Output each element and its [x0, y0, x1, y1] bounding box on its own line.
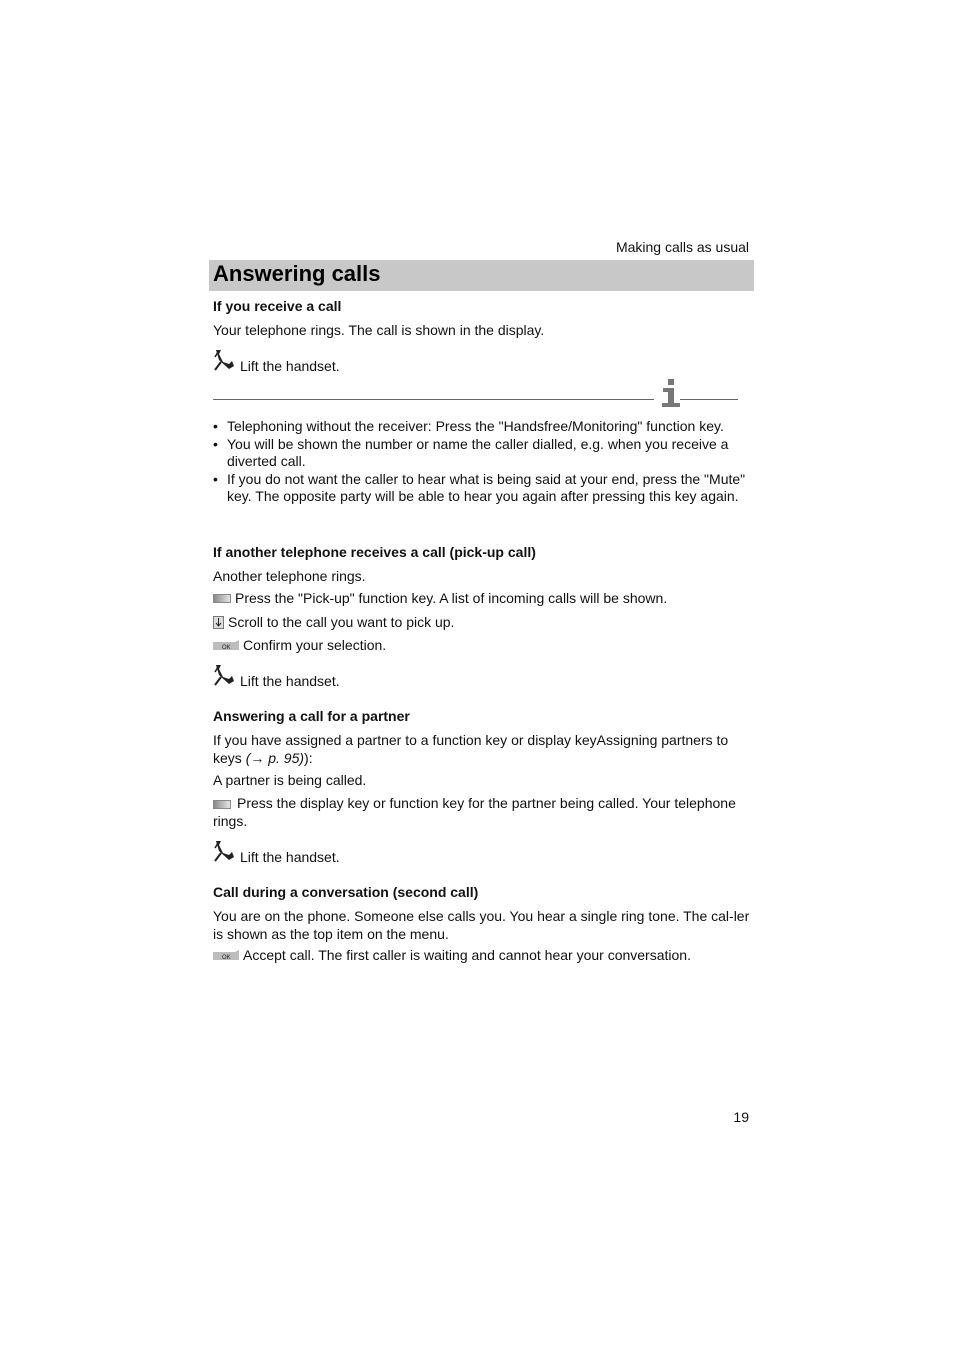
- step-text: Confirm your selection.: [243, 637, 387, 653]
- svg-text:OK: OK: [222, 955, 231, 960]
- intro-text: If you have assigned a partner to a function key or display keyAssigning partners to keys: [213, 732, 729, 766]
- step-text: Lift the handset.: [240, 358, 340, 374]
- list-item: • Telephoning without the receiver: Press the "Handsfree/Monitoring" function key.: [213, 418, 753, 436]
- function-key-icon: [213, 594, 231, 603]
- function-key-icon: [213, 800, 231, 809]
- step-press-partner-key: [213, 794, 753, 830]
- step-lift-handset: [213, 346, 340, 374]
- step-text: Lift the handset.: [240, 849, 340, 865]
- step-text: Press the "Pick-up" function key. A list of incoming calls will be shown.: [235, 590, 668, 606]
- step-accept-call: [213, 947, 691, 963]
- title-bar: [209, 260, 754, 291]
- info-icon: [660, 376, 682, 410]
- list-item: • If you do not want the caller to hear what is being said at your end, press the "Mute" key. The opposite party will be able to hear you again after pressing this key again.: [213, 471, 753, 506]
- handset-lift-icon: [213, 348, 235, 372]
- page-reference: (→ p. 95): [245, 750, 305, 766]
- intro-suffix: ):: [304, 750, 313, 766]
- info-list: [213, 418, 753, 506]
- ok-key-icon: [213, 950, 239, 960]
- step-scroll: [213, 614, 454, 630]
- step-text: Scroll to the call you want to pick up.: [228, 614, 455, 630]
- section-intro: Your telephone rings. The call is shown in the display.: [213, 322, 545, 338]
- step-text: Accept call. The first caller is waiting and cannot hear your conversation.: [243, 947, 691, 963]
- running-head: Making calls as usual: [615, 239, 749, 255]
- step-press-pickup: [213, 590, 667, 606]
- step-lift-handset: [213, 837, 340, 865]
- scroll-key-icon: [213, 616, 224, 629]
- handset-lift-icon: [213, 663, 235, 687]
- section-heading-second-call: Call during a conversation (second call): [213, 884, 479, 900]
- svg-text:OK: OK: [222, 645, 231, 650]
- divider: [680, 399, 738, 400]
- ok-key-icon: [213, 640, 239, 650]
- section-intro: You are on the phone. Someone else calls you. You hear a single ring tone. The cal-ler is shown as the top item on the menu.: [213, 908, 750, 942]
- handset-lift-icon: [213, 839, 235, 863]
- section-heading-receive-call: If you receive a call: [213, 298, 342, 314]
- partner-called-text: A partner is being called.: [213, 772, 367, 788]
- section-heading-partner: Answering a call for a partner: [213, 708, 410, 724]
- section-heading-pickup: If another telephone receives a call (pick-up call): [213, 544, 536, 560]
- page-number: 19: [733, 1109, 749, 1125]
- section-intro: Another telephone rings.: [213, 568, 366, 584]
- divider: [213, 399, 654, 400]
- section-intro: [213, 731, 753, 767]
- list-item: • You will be shown the number or name the caller dialled, e.g. when you receive a diverted call.: [213, 436, 753, 471]
- step-confirm: [213, 637, 386, 653]
- step-text: Lift the handset.: [240, 673, 340, 689]
- page-title: Answering calls: [213, 261, 381, 286]
- step-lift-handset: [213, 661, 340, 689]
- step-text: Press the display key or function key for the partner being called. Your telephone rings.: [213, 795, 736, 829]
